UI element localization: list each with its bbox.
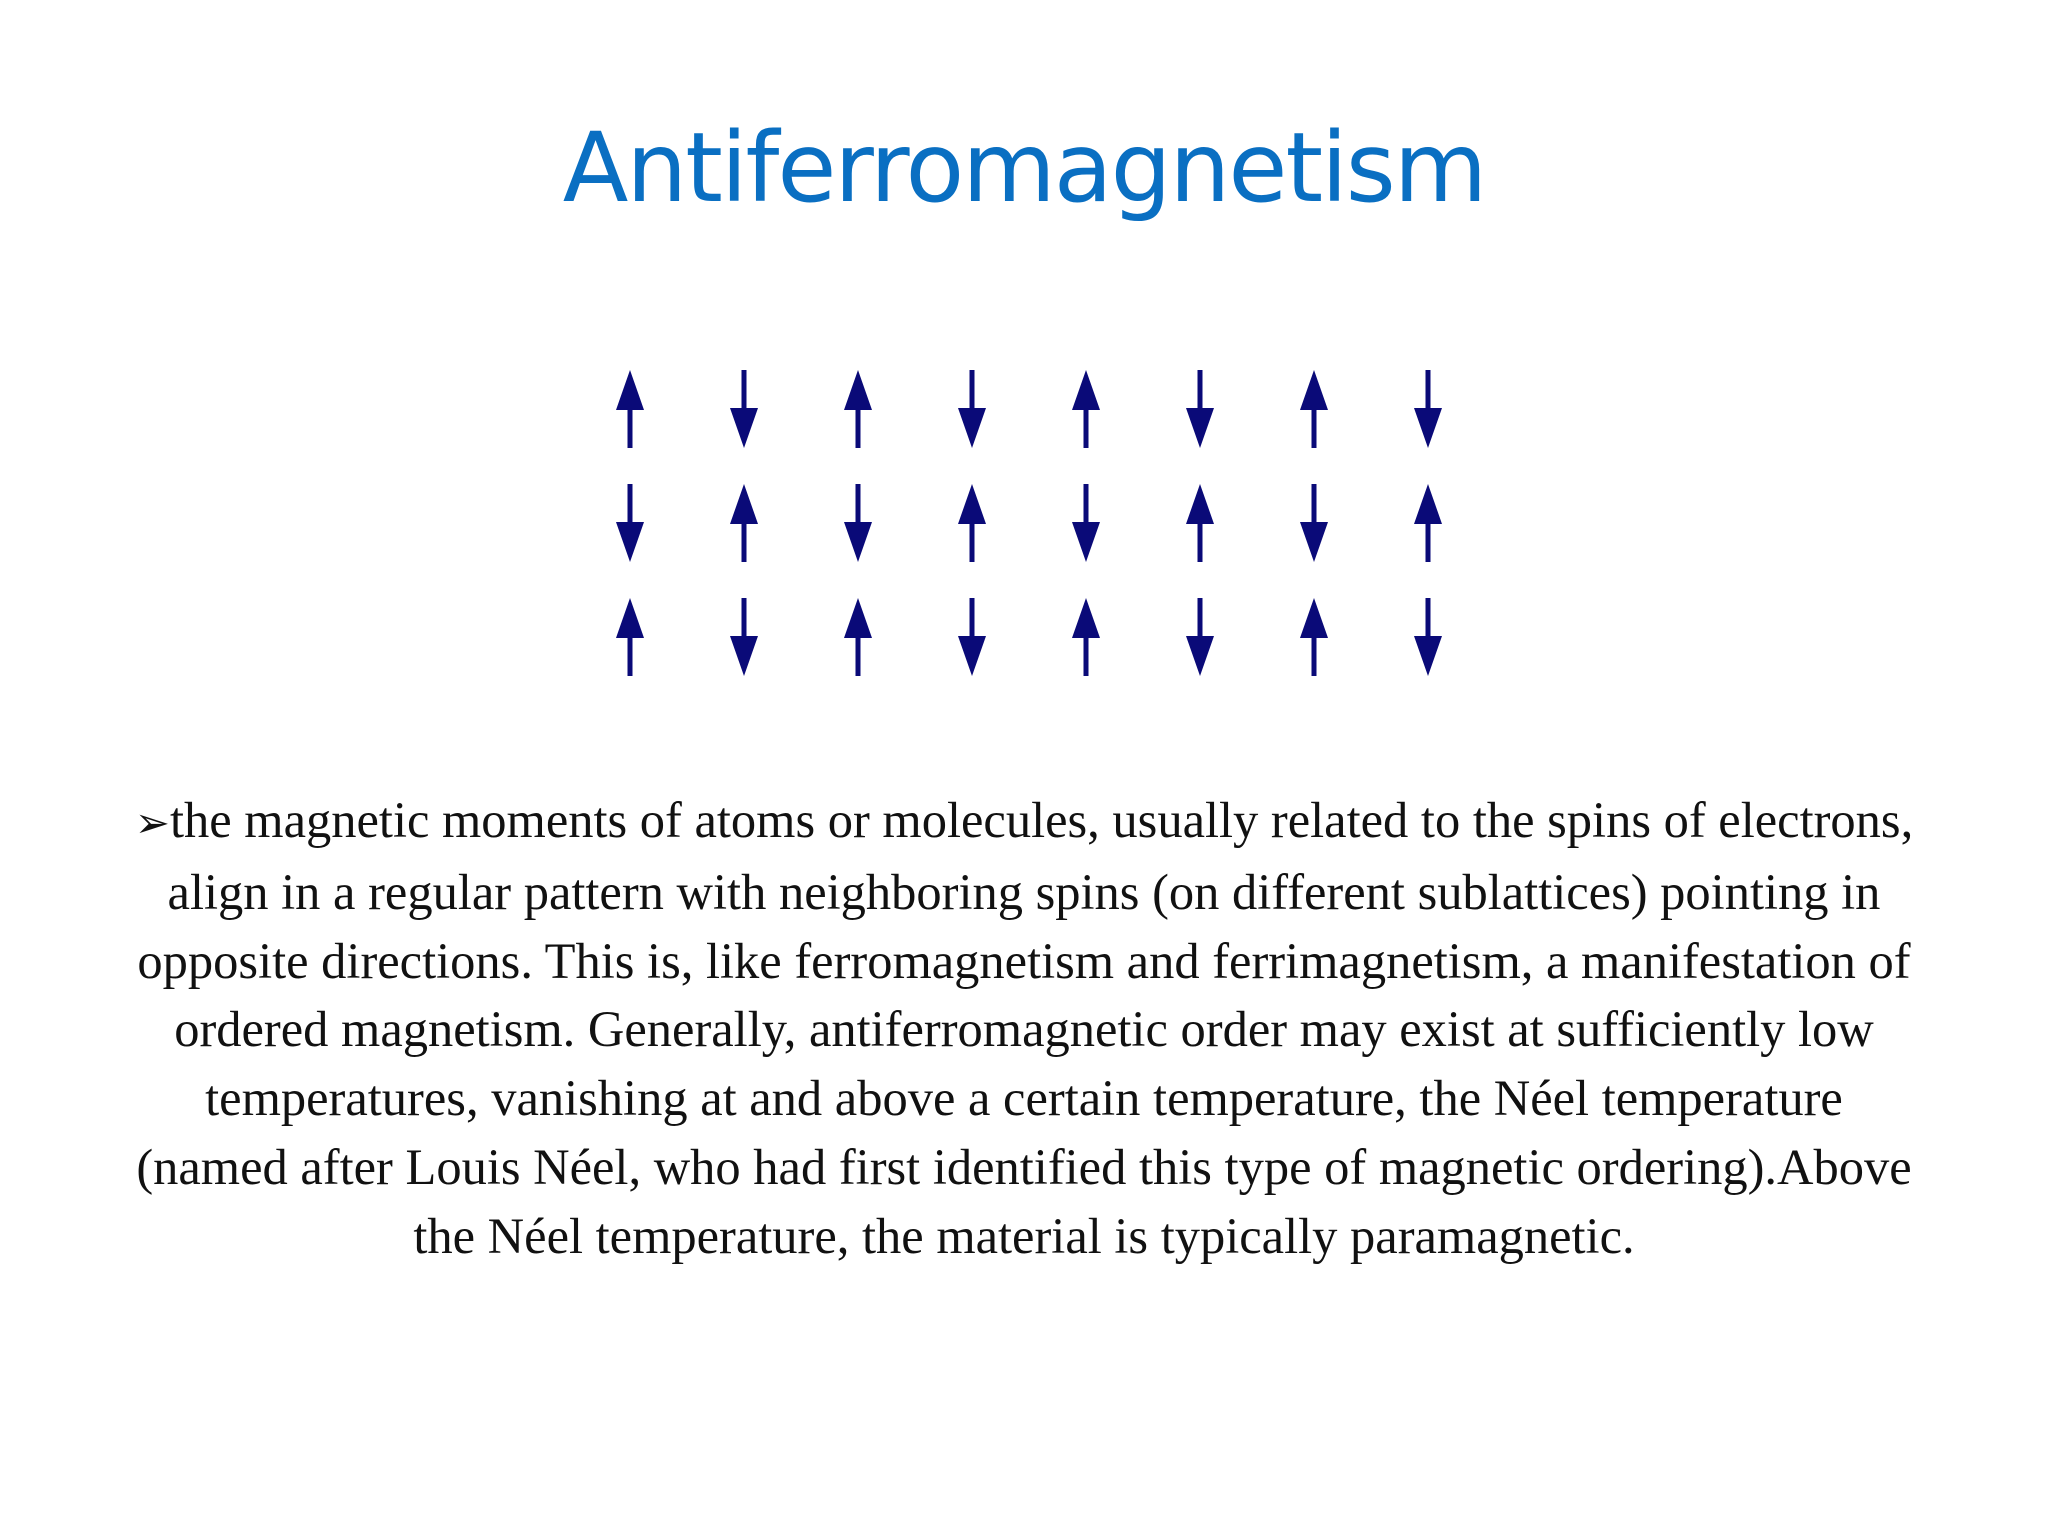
spin-down-arrow-icon — [730, 370, 758, 448]
spin-up-arrow-icon — [958, 484, 986, 562]
spin-down-arrow-icon — [616, 484, 644, 562]
spin-down-arrow-icon — [1414, 598, 1442, 676]
spin-down-arrow-icon — [1300, 484, 1328, 562]
spin-up-arrow-icon — [616, 370, 644, 448]
spin-down-arrow-icon — [1072, 484, 1100, 562]
body-line-2: align in a regular pattern with neighboring spins (on different sublattices) pointing in — [167, 863, 1881, 920]
body-line-4: ordered magnetism. Generally, antiferromagnetic order may exist at sufficiently low — [174, 1001, 1874, 1058]
body-line-5: temperatures, vanishing at and above a certain temperature, the Néel temperature — [205, 1070, 1843, 1127]
spin-up-arrow-icon — [844, 598, 872, 676]
spin-lattice-svg — [600, 350, 1460, 680]
spin-lattice-diagram — [600, 350, 1460, 680]
body-line-6: (named after Louis Néel, who had first identified this type of magnetic ordering).Above — [136, 1138, 1912, 1195]
body-paragraph — [20, 786, 2028, 1271]
spin-up-arrow-icon — [1300, 370, 1328, 448]
spin-down-arrow-icon — [844, 484, 872, 562]
body-line-1: the magnetic moments of atoms or molecules, usually related to the spins of electrons, — [169, 792, 1914, 848]
spin-down-arrow-icon — [1186, 370, 1214, 448]
spin-up-arrow-icon — [730, 484, 758, 562]
spin-down-arrow-icon — [1414, 370, 1442, 448]
spin-up-arrow-icon — [1300, 598, 1328, 676]
spin-down-arrow-icon — [958, 598, 986, 676]
slide-title: Antiferromagnetism — [562, 112, 1486, 224]
bullet-arrow-icon: ➢ — [134, 798, 170, 847]
spin-up-arrow-icon — [1414, 484, 1442, 562]
spin-up-arrow-icon — [1072, 370, 1100, 448]
spin-up-arrow-icon — [616, 598, 644, 676]
body-line-7: the Néel temperature, the material is typically paramagnetic. — [413, 1207, 1635, 1264]
spin-down-arrow-icon — [1186, 598, 1214, 676]
spin-down-arrow-icon — [730, 598, 758, 676]
spin-up-arrow-icon — [1072, 598, 1100, 676]
spin-up-arrow-icon — [844, 370, 872, 448]
spin-down-arrow-icon — [958, 370, 986, 448]
spin-up-arrow-icon — [1186, 484, 1214, 562]
body-line-3: opposite directions. This is, like ferromagnetism and ferrimagnetism, a manifestation of — [137, 932, 1911, 989]
